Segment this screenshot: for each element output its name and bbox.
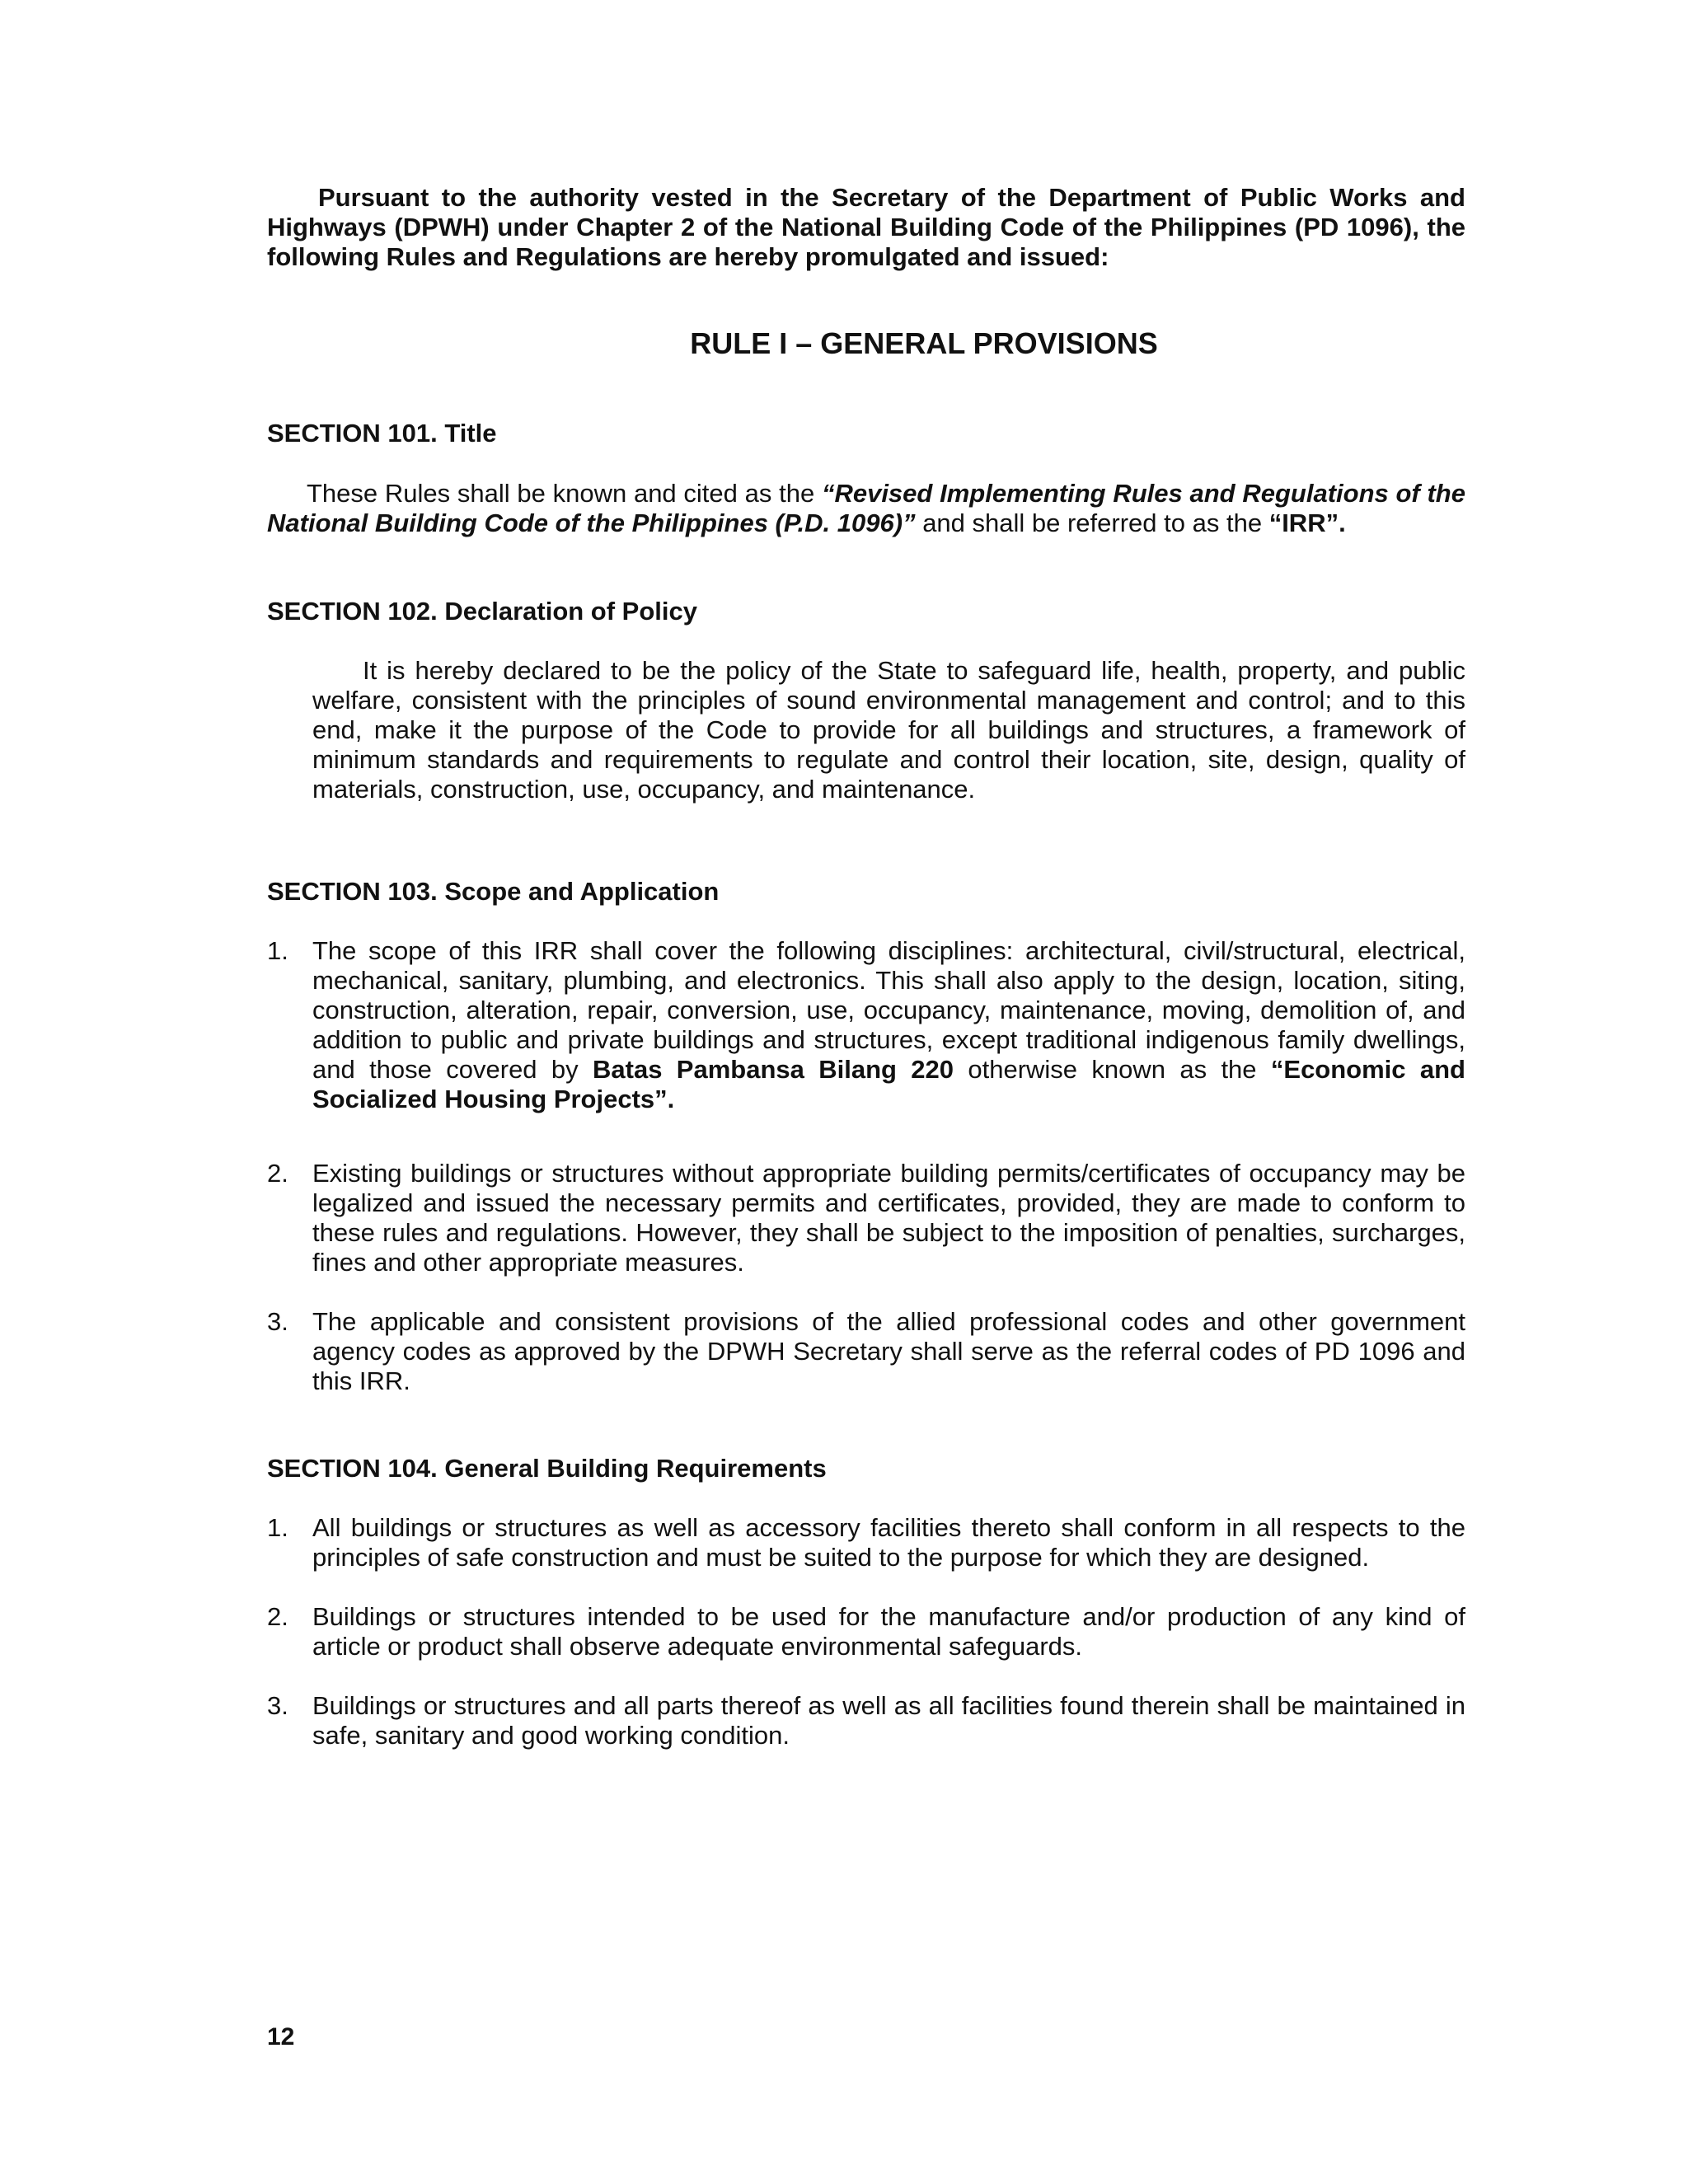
preamble-paragraph: Pursuant to the authority vested in the Secretary of the Department of Public Works and Highways (DPWH) under Chapter 2 of the National Building Code of the Philippines (PD 1096), the following Rules and Regulations are hereby promulgated and issued: [267,183,1465,271]
list-item-number: 1. [267,936,288,965]
list-item-text: The scope of this IRR shall cover the following disciplines: architectural, civil/structural, electrical, mechanical, sanitary, plumbing, and electronics. This shall also apply to the design, location, siting, construction, alteration, repair, conversion, use, occupancy, maintenance, moving, demolition of, and addition to public and private buildings and structures, except traditional indigenous family dwellings, and those covered by [312,936,1465,1084]
list-item-text: Existing buildings or structures without appropriate building permits/certificates of occupancy may be legalized and issued the necessary permits and certificates, provided, they are made to conform to these rules and regulations. However, they shall be subject to the imposition of penalties, surcharges, fines and other appropriate measures. [312,1159,1465,1277]
section-104-list [267,1513,1465,1750]
section-103-list [267,936,1465,1396]
section-102-body: It is hereby declared to be the policy of the State to safeguard life, health, property, and public welfare, consistent with the principles of sound environmental management and control; and to this end, make it the purpose of the Code to provide for all buildings and structures, a framework of minimum standards and requirements to regulate and control their location, site, design, quality of materials, construction, use, occupancy, and maintenance. [312,656,1465,804]
list-item [267,1159,1465,1277]
list-item-text: Buildings or structures intended to be used for the manufacture and/or production of any kind of article or product shall observe adequate environmental safeguards. [312,1602,1465,1661]
rule-title: RULE I – GENERAL PROVISIONS [690,326,1158,360]
section-104-heading: SECTION 104. General Building Requirements [267,1454,827,1483]
section-101-body [267,479,1465,538]
list-item-number: 3. [267,1307,288,1336]
list-item-bold: “Economic and Socialized Housing Projects”. [312,1055,1465,1113]
list-item [267,1691,1465,1750]
list-item-number: 2. [267,1602,288,1631]
list-item-number: 2. [267,1159,288,1188]
list-item-number: 3. [267,1691,288,1720]
page-number: 12 [267,2023,295,2050]
list-item [267,1307,1465,1396]
list-item-number: 1. [267,1513,288,1542]
section-101-text-a: These Rules shall be known and cited as the [307,479,822,508]
list-item-text: The applicable and consistent provisions of the allied professional codes and other government agency codes as approved by the DPWH Secretary shall serve as the referral codes of PD 1096 and this IRR. [312,1307,1465,1395]
section-101-text-b: and shall be referred to as the [915,509,1269,537]
list-item-text: otherwise known as the [954,1055,1271,1084]
section-101-full-title: “Revised Implementing Rules and Regulations of the National Building Code of the Philippines (P.D. 1096)” [267,479,1465,537]
section-103-heading: SECTION 103. Scope and Application [267,877,720,906]
section-101-irr: “IRR”. [1268,509,1346,537]
section-101-heading: SECTION 101. Title [267,419,497,448]
list-item-text: Buildings or structures and all parts thereof as well as all facilities found therein shall be maintained in safe, sanitary and good working condition. [312,1691,1465,1750]
page-content [267,183,1465,1750]
list-item-text: All buildings or structures as well as accessory facilities thereto shall conform in all respects to the principles of safe construction and must be suited to the purpose for which they are designed. [312,1513,1465,1572]
list-item [267,1602,1465,1661]
list-item-bold: Batas Pambansa Bilang 220 [593,1055,954,1084]
list-item [267,936,1465,1114]
list-item [267,1513,1465,1572]
section-102-heading: SECTION 102. Declaration of Policy [267,597,697,626]
